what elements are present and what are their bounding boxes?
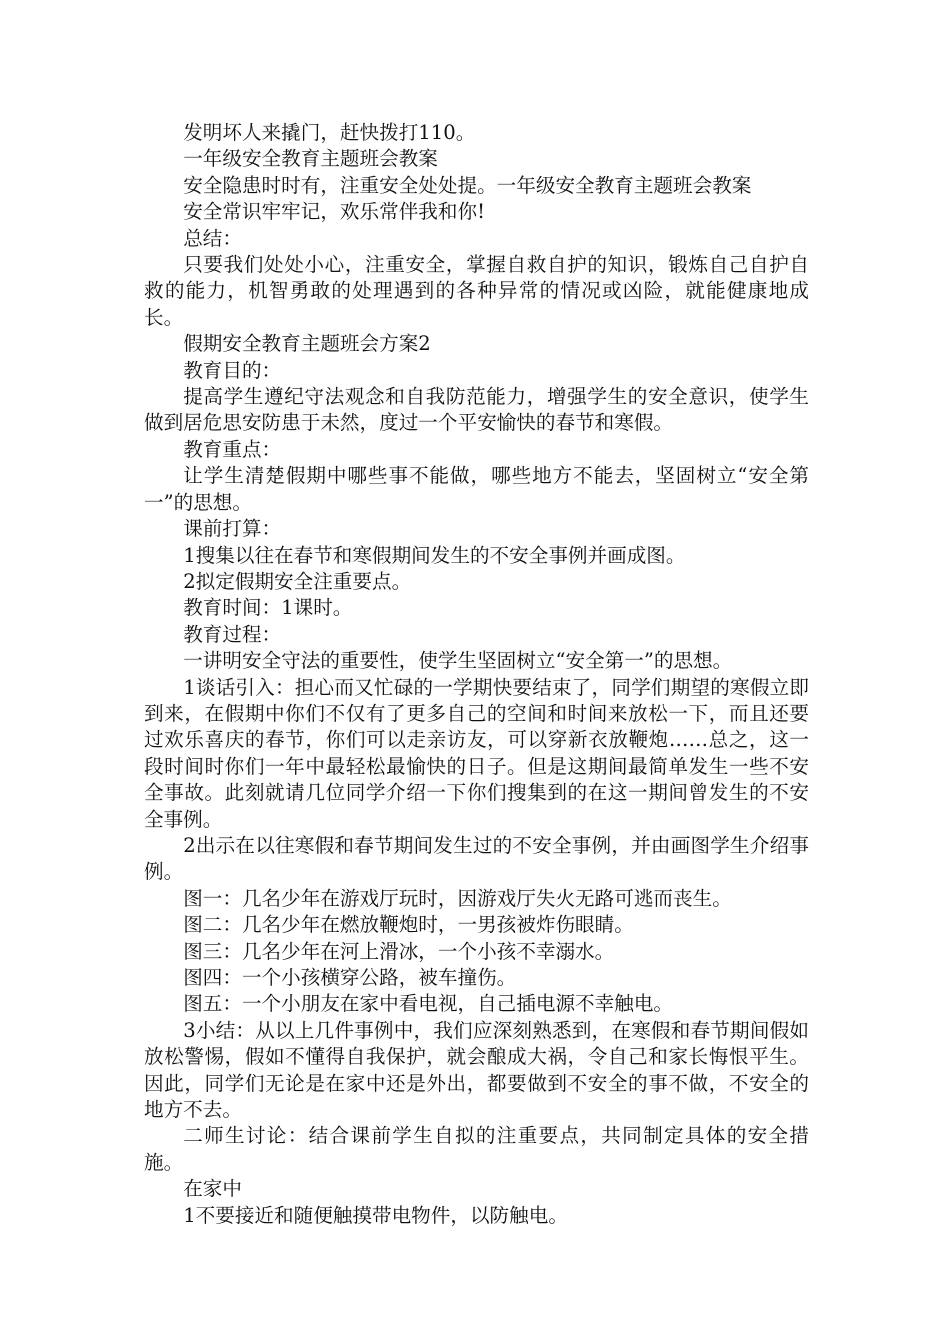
paragraph: 安全隐患时时有，注重安全处处提。一年级安全教育主题班会教案: [183, 173, 752, 197]
section-heading: 假期安全教育主题班会方案2: [183, 332, 431, 356]
paragraph: 提高学生遵纪守法观念和自我防范能力，增强学生的安全意识，使学生做到居危思安防患于未然，度过一个平安愉快的春节和寒假。: [144, 385, 809, 435]
paragraph: 1谈话引入：担心而又忙碌的一学期快要结束了，同学们期望的寒假立即到来，在假期中你们不仅有了更多自己的空间和时间来放松一下，而且还要过欢乐喜庆的春节，你们可以走亲访友，可以穿新衣放鞭炮……总之，这一段时间时你们一年中最轻松最愉快的日子。但是这期间最简单发生一些不安全事故。此刻就请几位同学介绍一下你们搜集到的在这一期间曾发生的不安全事例。: [144, 675, 809, 831]
list-item: 图四：一个小孩横穿公路，被车撞伤。: [183, 966, 517, 989]
list-item: 图二：几名少年在燃放鞭炮时，一男孩被炸伤眼睛。: [183, 913, 634, 937]
list-item: 图三：几名少年在河上滑冰，一个小孩不幸溺水。: [183, 939, 615, 963]
paragraph: 让学生清楚假期中哪些事不能做，哪些地方不能去，坚固树立“安全第一”的思想。: [144, 464, 809, 514]
paragraph: 二师生讨论：结合课前学生自拟的注重要点，共同制定具体的安全措施。: [144, 1124, 809, 1174]
label-heading: 教育目的：: [183, 358, 282, 382]
list-item: 图五：一个小朋友在家中看电视，自己插电源不幸触电。: [183, 992, 674, 1016]
paragraph: 只要我们处处小心，注重安全，掌握自救自护的知识，锻炼自己自护自救的能力，机智勇敢的处理遇到的各种异常的情况或凶险，就能健康地成长。: [144, 253, 809, 329]
paragraph: 安全常识牢牢记，欢乐常伴我和你!: [183, 200, 485, 224]
paragraph: 3小结：从以上几件事例中，我们应深刻熟悉到，在寒假和春节期间假如放松警惕，假如不懂得自我保护，就会酿成大祸，令自己和家长悔恨平生。因此，同学们无论是在家中还是外出，都要做到不安全的事不做，不安全的地方不去。: [144, 1018, 809, 1122]
label-heading: 总结：: [183, 226, 242, 250]
paragraph: 一讲明安全守法的重要性，使学生坚固树立“安全第一”的思想。: [183, 649, 733, 673]
paragraph: 教育时间：1课时。: [183, 596, 353, 620]
list-item: 1搜集以往在春节和寒假期间发生的不安全事例并画成图。: [183, 543, 686, 567]
label-heading: 在家中: [183, 1177, 242, 1201]
section-heading: 一年级安全教育主题班会教案: [183, 147, 438, 171]
paragraph: 2出示在以往寒假和春节期间发生过的不安全事例，并由画图学生介绍事例。: [144, 833, 809, 884]
document-body: [144, 120, 809, 1229]
list-item: 2拟定假期安全注重要点。: [183, 569, 412, 593]
label-heading: 教育过程：: [183, 622, 282, 646]
label-heading: 课前打算：: [183, 517, 282, 541]
paragraph: 发明坏人来撬门，赶快拨打110。: [183, 121, 476, 144]
list-item: 1不要接近和随便触摸带电物件，以防触电。: [183, 1203, 568, 1227]
list-item: 图一：几名少年在游戏厅玩时，因游戏厅失火无路可逃而丧生。: [183, 886, 732, 910]
label-heading: 教育重点：: [183, 437, 282, 461]
